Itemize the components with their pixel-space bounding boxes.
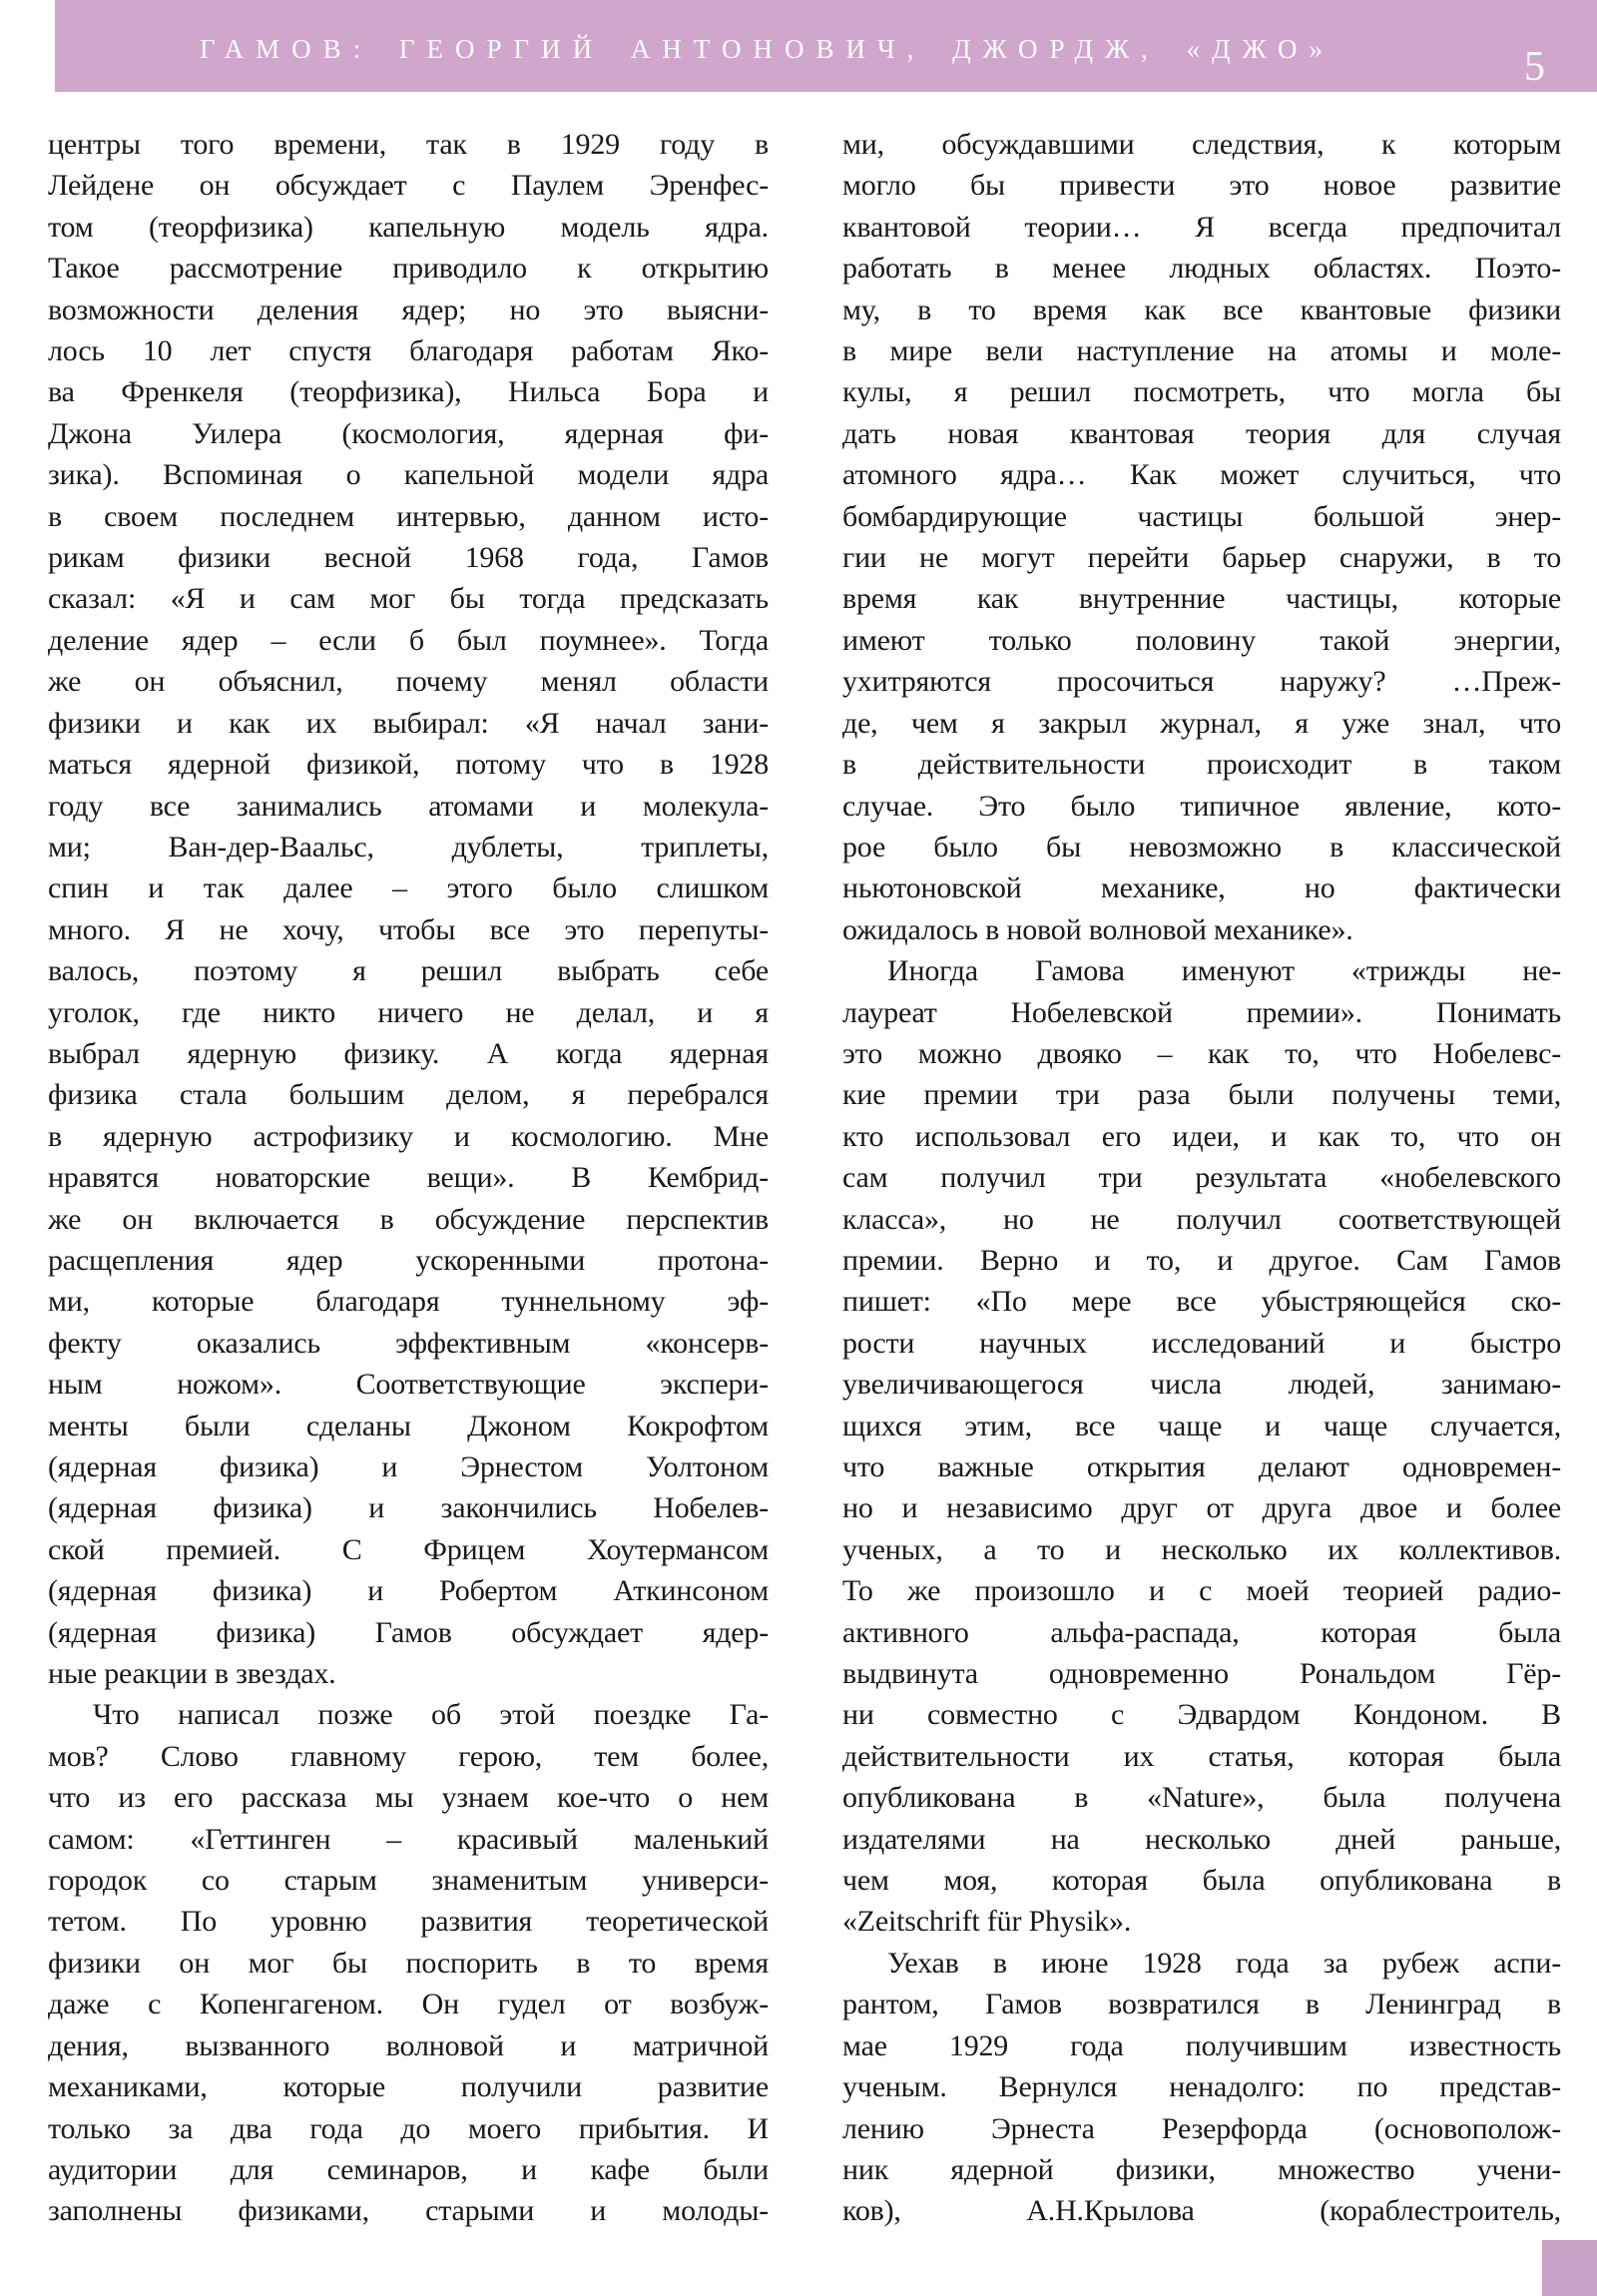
text-line: мов? Слово главному герою, тем более,: [48, 1739, 769, 1773]
text-line: аудитории для семинаров, и кафе были: [48, 2152, 769, 2186]
text-line: физики и как их выбирал: «Я начал зани-: [48, 706, 769, 740]
text-line: ва Френкеля (теорфизика), Нильса Бора и: [48, 375, 769, 409]
text-line: это можно двояко – как то, что Нобелевс-: [842, 1036, 1561, 1070]
paragraph: [842, 1943, 1561, 2232]
text-line: лось 10 лет спустя благодаря работам Яко-: [48, 334, 769, 368]
text-line: кто использовал его идеи, и как то, что он: [842, 1119, 1561, 1153]
text-line: время как внутренние частицы, которые: [842, 582, 1561, 616]
text-line: ожидалось в новой волновой механике».: [842, 912, 1353, 946]
text-line: ньютоновской механике, но фактически: [842, 871, 1561, 905]
text-line: гии не могут перейти барьер снаружи, в то: [842, 541, 1561, 575]
text-line: уголок, где никто ничего не делал, и я: [48, 995, 769, 1029]
text-line: только за два года до моего прибытия. И: [48, 2111, 769, 2145]
text-line: механиками, которые получили развитие: [48, 2070, 769, 2104]
column-right: [842, 124, 1561, 2232]
text-line: кулы, я решил посмотреть, что могла бы: [842, 375, 1561, 409]
text-line: класса», но не получил соответствующей: [842, 1202, 1561, 1236]
text-line: ни совместно с Эдвардом Кондоном. В: [842, 1698, 1561, 1732]
text-line: лауреат Нобелевской премии». Понимать: [842, 995, 1561, 1029]
text-line: рантом, Гамов возвратился в Ленинград в: [842, 1988, 1561, 2021]
text-line: ков), А.Н.Крылова (кораблестроитель,: [842, 2194, 1561, 2228]
text-line: же он включается в обсуждение перспектив: [48, 1202, 769, 1236]
text-line: бомбардирующие частицы большой энер-: [842, 499, 1561, 533]
text-line: спин и так далее – этого было слишком: [48, 871, 769, 905]
text-line: ми; Ван-дер-Ваальс, дублеты, триплеты,: [48, 830, 769, 863]
text-line: сказал: «Я и сам мог бы тогда предсказать: [48, 582, 769, 616]
text-line: ми, обсуждавшими следствия, к которым: [842, 128, 1561, 161]
text-line: ми, которые благодаря туннельному эф-: [48, 1285, 769, 1319]
text-line: пишет: «По мере все убыстряющейся ско-: [842, 1285, 1561, 1319]
text-line: физики он мог бы поспорить в то время: [48, 1946, 769, 1980]
text-line: премии. Верно и то, и другое. Сам Гамов: [842, 1243, 1561, 1277]
text-line: мае 1929 года получившим известность: [842, 2028, 1561, 2062]
text-line: городок со старым знаменитым универси-: [48, 1864, 769, 1898]
text-line: увеличивающегося числа людей, занимаю-: [842, 1368, 1561, 1402]
text-line: расщепления ядер ускоренными протона-: [48, 1243, 769, 1277]
text-line: дать новая квантовая теория для случая: [842, 416, 1561, 450]
text-line: маться ядерной физикой, потому что в 1928: [48, 748, 769, 782]
text-line: рикам физики весной 1968 года, Гамов: [48, 541, 769, 575]
header-band: [55, 0, 1597, 92]
paragraph: [842, 950, 1561, 1943]
text-line: менты были сделаны Джоном Кокрофтом: [48, 1409, 769, 1442]
text-line: центры того времени, так в 1929 году в: [48, 128, 769, 161]
text-line: рое было бы невозможно в классической: [842, 830, 1561, 863]
page-number: 5: [1524, 44, 1545, 90]
text-line: ным ножом». Соответствующие экспери-: [48, 1368, 769, 1402]
text-line: случае. Это было типичное явление, кото-: [842, 789, 1561, 823]
text-line: том (теорфизика) капельную модель ядра.: [48, 210, 769, 244]
text-line: что важные открытия делают одновремен-: [842, 1450, 1561, 1483]
text-line: Уехав в июне 1928 года за рубеж аспи-: [887, 1946, 1561, 1980]
text-line: возможности деления ядер; но это выясни-: [48, 292, 769, 326]
paragraph: [48, 1694, 769, 2231]
text-line: имеют только половину такой энергии,: [842, 623, 1561, 657]
text-line: атомного ядра… Как может случиться, что: [842, 458, 1561, 492]
text-line: выбрал ядерную физику. А когда ядерная: [48, 1036, 769, 1070]
text-line: щихся этим, все чаще и чаще случается,: [842, 1409, 1561, 1442]
text-line: могло бы привести это новое развитие: [842, 169, 1561, 203]
text-line: нравятся новаторские вещи». В Кембрид-: [48, 1161, 769, 1195]
paragraph: [48, 124, 769, 1694]
text-line: чем моя, которая была опубликована в: [842, 1864, 1561, 1898]
text-line: издателями на несколько дней раньше,: [842, 1822, 1561, 1856]
text-line: Иногда Гамова именуют «трижды не-: [887, 954, 1561, 988]
text-line: активного альфа-распада, которая была: [842, 1615, 1561, 1649]
text-line: заполнены физиками, старыми и молоды-: [48, 2194, 769, 2228]
text-line: ухитряются просочиться наружу? …Преж-: [842, 665, 1561, 699]
text-line: Лейдене он обсуждает с Паулем Эренфес-: [48, 169, 769, 203]
text-line: Джона Уилера (космология, ядерная фи-: [48, 416, 769, 450]
text-line: кие премии три раза были получены теми,: [842, 1078, 1561, 1112]
column-left: [48, 124, 769, 2232]
text-line: То же произошло и с моей теорией радио-: [842, 1574, 1561, 1608]
text-line: ученых, а то и несколько их коллективов.: [842, 1532, 1561, 1566]
text-line: лению Эрнеста Резерфорда (основополож-: [842, 2111, 1561, 2145]
text-line: работать в менее людных областях. Поэто-: [842, 252, 1561, 286]
text-line: квантовой теории… Я всегда предпочитал: [842, 210, 1561, 244]
running-head-title: ГАМОВ: ГЕОРГИЙ АНТОНОВИЧ, ДЖОРДЖ, «ДЖО»: [200, 34, 1335, 64]
text-line: действительности их статья, которая была: [842, 1739, 1561, 1773]
text-line: фекту оказались эффективным «консерв-: [48, 1326, 769, 1360]
text-line: ученым. Вернулся ненадолго: по представ-: [842, 2070, 1561, 2104]
text-line: в ядерную астрофизику и космологию. Мне: [48, 1119, 769, 1153]
text-line: же он объяснил, почему менял области: [48, 665, 769, 699]
text-line: сам получил три результата «нобелевского: [842, 1161, 1561, 1195]
text-line: даже с Копенгагеном. Он гудел от возбуж-: [48, 1988, 769, 2021]
text-line: в мире вели наступление на атомы и моле-: [842, 334, 1561, 368]
text-line: ской премией. С Фрицем Хоутермансом: [48, 1532, 769, 1566]
text-line: (ядерная физика) Гамов обсуждает ядер-: [48, 1615, 769, 1649]
text-line: валось, поэтому я решил выбрать себе: [48, 954, 769, 988]
text-line: му, в то время как все квантовые физики: [842, 292, 1561, 326]
text-line: Такое рассмотрение приводило к открытию: [48, 252, 769, 286]
text-line: году все занимались атомами и молекула-: [48, 789, 769, 823]
text-line: в действительности происходит в таком: [842, 748, 1561, 782]
text-line: ник ядерной физики, множество учени-: [842, 2152, 1561, 2186]
text-line: (ядерная физика) и Эрнестом Уолтоном: [48, 1450, 769, 1483]
text-line: Что написал позже об этой поездке Га-: [93, 1698, 769, 1732]
text-line: дения, вызванного волновой и матричной: [48, 2028, 769, 2062]
text-line: «Zeitschrift für Physik».: [842, 1905, 1132, 1939]
text-line: выдвинута одновременно Рональдом Гёр-: [842, 1657, 1561, 1691]
text-line: много. Я не хочу, чтобы все это перепуты-: [48, 912, 769, 946]
text-line: деление ядер – если б был поумнее». Тогда: [48, 623, 769, 657]
text-line: физика стала большим делом, я перебрался: [48, 1078, 769, 1112]
text-line: ные реакции в звездах.: [48, 1657, 336, 1691]
text-line: де, чем я закрыл журнал, я уже знал, что: [842, 706, 1561, 740]
text-line: (ядерная физика) и Робертом Аткинсоном: [48, 1574, 769, 1608]
text-line: тетом. По уровню развития теоретической: [48, 1905, 769, 1939]
text-line: (ядерная физика) и закончились Нобелев-: [48, 1491, 769, 1525]
paragraph: [842, 124, 1561, 950]
text-line: но и независимо друг от друга двое и более: [842, 1491, 1561, 1525]
text-line: что из его рассказа мы узнаем кое-что о нем: [48, 1781, 769, 1815]
text-line: самом: «Геттинген – красивый маленький: [48, 1822, 769, 1856]
text-line: опубликована в «Nature», была получена: [842, 1781, 1561, 1815]
text-line: зика). Вспоминая о капельной модели ядра: [48, 458, 769, 492]
corner-accent-square: [1542, 2240, 1597, 2296]
text-line: в своем последнем интервью, данном исто-: [48, 499, 769, 533]
text-line: рости научных исследований и быстро: [842, 1326, 1561, 1360]
